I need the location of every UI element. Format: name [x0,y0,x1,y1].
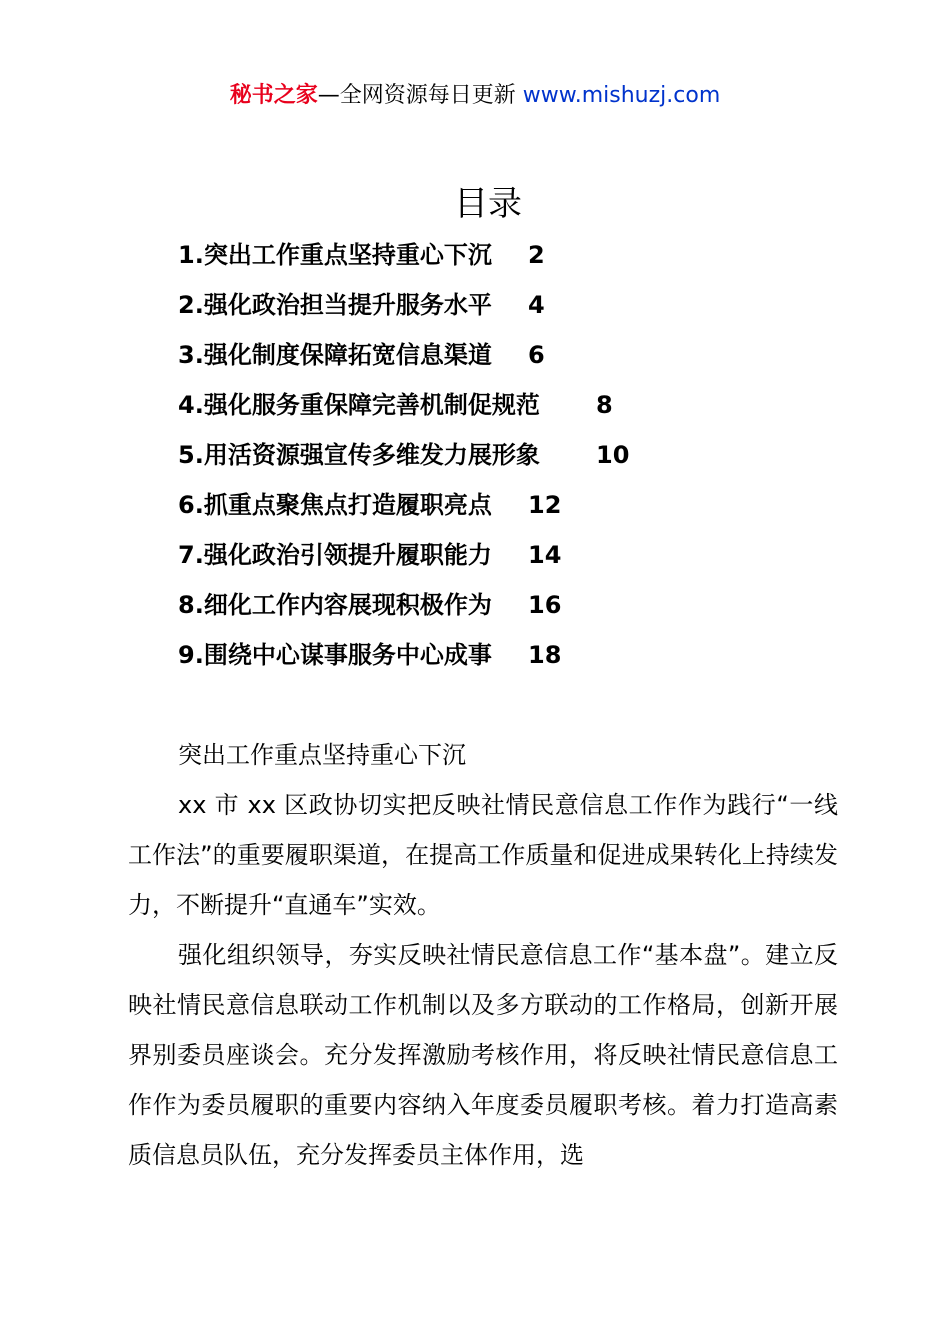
toc-entry-6[interactable] [178,486,562,536]
toc-entry-page: 8 [596,391,613,419]
toc-entry-page: 2 [528,241,545,269]
toc-entry-label: 2.强化政治担当提升服务水平 [178,291,492,319]
toc-entry-5[interactable] [178,436,630,486]
site-banner [0,80,950,112]
toc-entry-page: 16 [528,591,562,619]
toc-entry-page: 18 [528,641,562,669]
article-paragraph-2: 强化组织领导，夯实反映社情民意信息工作“基本盘”。建立反映社情民意信息联动工作机制以及多方联动的工作格局，创新开展界别委员座谈会。充分发挥激励考核作用，将反映社情民意信息工作作为委员履职的重要内容纳入年度委员履职考核。着力打造高素质信息员队伍，充分发挥委员主体作用，选 [128,941,838,1169]
site-url-link[interactable]: www.mishuzj.com [522,83,721,108]
toc-entry-4[interactable] [178,386,613,436]
banner-tagline: —全网资源每日更新 [317,83,516,108]
toc-entry-label: 7.强化政治引领提升履职能力 [178,541,492,569]
toc-entry-page: 10 [596,441,630,469]
toc-entry-label: 9.围绕中心谋事服务中心成事 [178,641,492,669]
toc-entry-7[interactable] [178,536,562,586]
toc-entry-8[interactable] [178,586,562,636]
toc-entry-label: 8.细化工作内容展现积极作为 [178,591,492,619]
section-heading: 突出工作重点坚持重心下沉 [178,741,466,769]
toc-entry-3[interactable] [178,336,545,386]
toc-entry-page: 4 [528,291,545,319]
toc-entry-label: 1.突出工作重点坚持重心下沉 [178,241,492,269]
article-body [128,730,838,1180]
toc-title: 目录 [454,184,522,224]
toc-entry-2[interactable] [178,286,545,336]
brand-name: 秘书之家 [229,83,318,108]
toc-entry-page: 14 [528,541,562,569]
toc-entry-label: 6.抓重点聚焦点打造履职亮点 [178,491,492,519]
toc-entry-label: 4.强化服务重保障完善机制促规范 [178,391,540,419]
table-of-contents [178,236,630,686]
article-paragraph-1: xx 市 xx 区政协切实把反映社情民意信息工作作为践行“一线工作法”的重要履职渠道，在提高工作质量和促进成果转化上持续发力，不断提升“直通车”实效。 [128,791,838,919]
toc-entry-page: 6 [528,341,545,369]
toc-entry-9[interactable] [178,636,562,686]
toc-entry-label: 5.用活资源强宣传多维发力展形象 [178,441,540,469]
toc-entry-1[interactable] [178,236,545,286]
toc-entry-page: 12 [528,491,562,519]
toc-entry-label: 3.强化制度保障拓宽信息渠道 [178,341,492,369]
